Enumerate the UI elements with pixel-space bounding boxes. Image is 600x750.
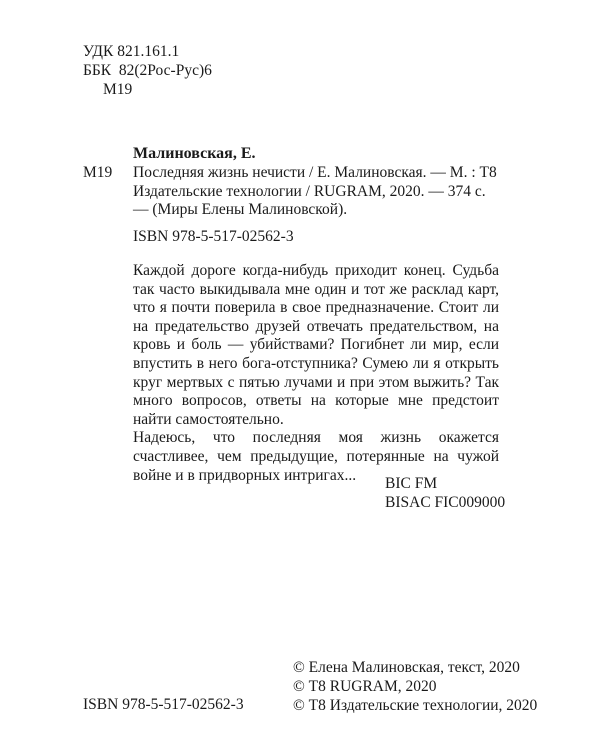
bbk-code: ББК 82(2Рос-Рус)6 [83, 62, 212, 79]
annotation-paragraph: Надеюсь, что последняя моя жизнь окажется счастливее, чем предыдущие, потерянные на чужой войне и в придворных интригах... [133, 429, 499, 484]
isbn-footer: ISBN 978-5-517-02562-3 [83, 696, 244, 713]
cutter-code-top: М19 [103, 81, 133, 98]
copyright-block [293, 658, 537, 715]
author-heading: Малиновская, Е. [133, 145, 256, 162]
cutter-code: М19 [83, 164, 113, 181]
annotation-paragraph: Каждой дороге когда-нибудь приходит конец. Судьба так часто выкидывала мне один и тот же расклад карт, что я почти поверила в свое предназначение. Стоит ли на предательство друзей отвечать предательством, на кровь и боль — убийствами? Погибнет ли мир, если впустить в него бога-отступника? Сумею ли я открыть круг мертвых с пятью лучами и при этом выжить? Так много вопросов, ответы на которые мне предстоит найти самостоятельно. [133, 262, 499, 428]
classification-codes [83, 42, 212, 99]
bisac-code: BISAC FIC009000 [385, 494, 506, 511]
annotation [133, 262, 499, 485]
udk-code: УДК 821.161.1 [83, 43, 180, 60]
copyright-line: © Т8 RUGRAM, 2020 [293, 678, 437, 695]
isbn-record: ISBN 978-5-517-02562-3 [133, 228, 294, 245]
bic-code: BIC FM [385, 475, 438, 492]
copyright-line: © Т8 Издательские технологии, 2020 [293, 697, 538, 714]
subject-codes [385, 474, 505, 512]
bibliographic-description: Последняя жизнь нечисти / Е. Малиновская. — М. : Т8 Издательские технологии / RUGRAM, 2020. — 374 с. — (Миры Елены Малиновской). [133, 164, 497, 218]
copyright-line: © Елена Малиновская, текст, 2020 [293, 659, 520, 676]
